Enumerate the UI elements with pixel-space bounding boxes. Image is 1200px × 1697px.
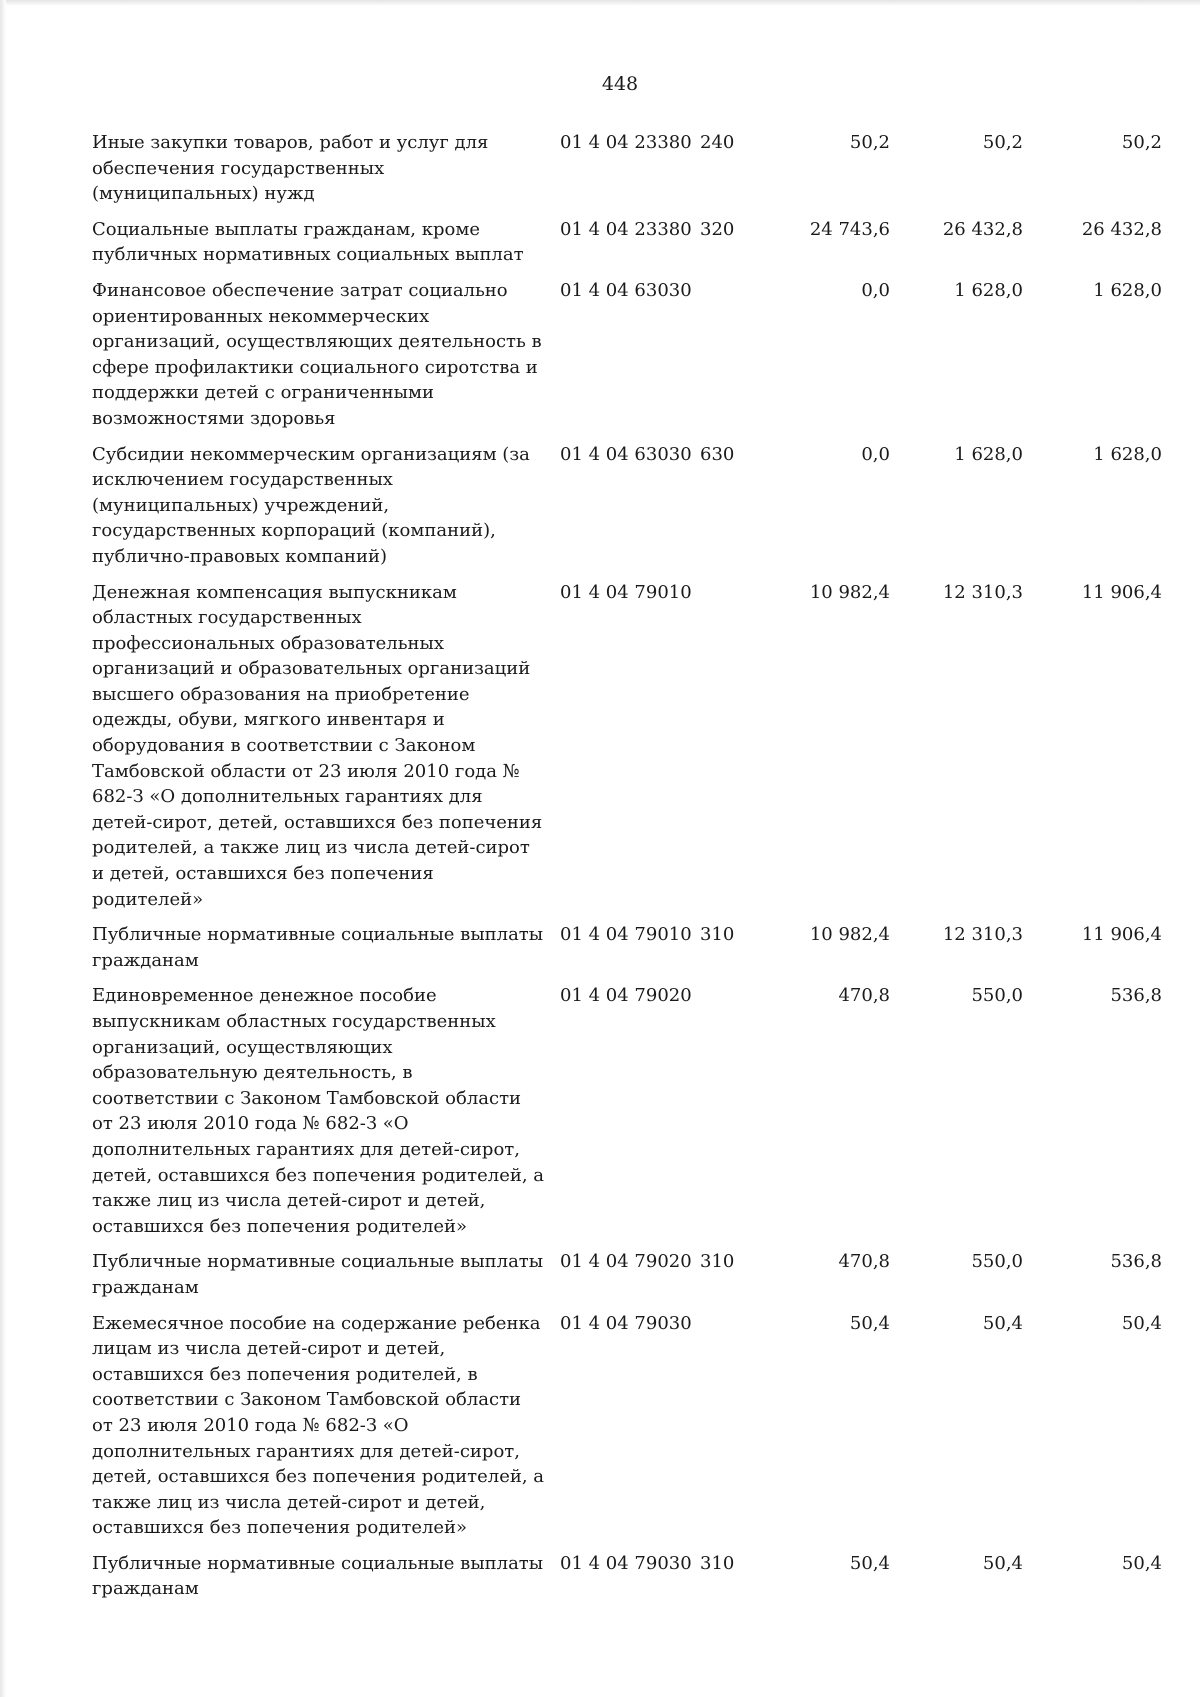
amount-year-1: 0,0 (861, 443, 890, 465)
amount-year-1: 24 743,6 (809, 218, 890, 240)
amount-year-2: 50,2 (982, 132, 1023, 153)
page-number: 448 (601, 73, 639, 95)
expense-type-code: 310 (700, 924, 735, 946)
expense-name: Иные закупки товаров, работ и услуг для обеспечения государственных (муниципальных) нужд (92, 132, 489, 205)
amount-year-2: 12 310,3 (942, 581, 1023, 603)
amount-year-2: 12 310,3 (942, 924, 1023, 946)
amount-year-1: 470,8 (838, 1251, 890, 1273)
target-article-code: 01 4 04 79030 (560, 1312, 692, 1334)
amount-year-2: 26 432,8 (942, 218, 1023, 240)
scan-edge-top (0, 0, 1200, 6)
amount-year-1: 470,8 (838, 985, 890, 1007)
expense-type-code: 310 (700, 1552, 735, 1574)
amount-year-1: 10 982,4 (809, 924, 890, 946)
expense-type-code (694, 278, 752, 442)
target-article-code: 01 4 04 79010 (560, 924, 692, 946)
amount-year-3: 536,8 (1110, 1251, 1162, 1273)
expense-type-code (694, 983, 752, 1249)
target-article-code: 01 4 04 79010 (560, 581, 692, 603)
expense-type-code (694, 580, 752, 923)
amount-year-1: 0,0 (861, 279, 890, 301)
expense-name: Публичные нормативные социальные выплаты гражданам (92, 1251, 544, 1298)
target-article-code: 01 4 04 63030 (560, 443, 692, 465)
expense-name: Публичные нормативные социальные выплаты гражданам (92, 1552, 544, 1600)
amount-year-3: 50,4 (1121, 1552, 1162, 1574)
expense-name: Социальные выплаты гражданам, кроме публичных нормативных социальных выплат (92, 218, 524, 266)
table-row (92, 983, 1162, 1249)
expense-type-code: 630 (700, 443, 735, 465)
expense-name: Финансовое обеспечение затрат социально ориентированных некоммерческих организаций, осуществляющих деятельность в сфере профилактики социального сиротства и поддержки детей с ограниченными возможностями здоровья (92, 279, 542, 429)
target-article-code: 01 4 04 23380 (560, 218, 692, 240)
amount-year-2: 1 628,0 (954, 443, 1023, 465)
target-article-code: 01 4 04 23380 (560, 132, 692, 153)
expense-name: Публичные нормативные социальные выплаты гражданам (92, 924, 544, 971)
expense-name: Субсидии некоммерческим организациям (за исключением государственных (муниципальных) учреждений, государственных корпораций (компаний), публично-правовых компаний) (92, 443, 530, 567)
amount-year-3: 1 628,0 (1093, 443, 1162, 465)
table-row (92, 922, 1162, 983)
target-article-code: 01 4 04 63030 (560, 279, 692, 301)
expense-name: Ежемесячное пособие на содержание ребенка лицам из числа детей-сирот и детей, оставшихся без попечения родителей, в соответствии с Законом Тамбовской области от 23 июля 2010 года № 682-З «О дополнительных гарантиях для детей-сирот, детей, оставшихся без попечения родителей, а также лиц из числа детей-сирот и детей, оставшихся без попечения родителей» (92, 1312, 545, 1539)
amount-year-3: 26 432,8 (1081, 218, 1162, 240)
table-row (92, 1249, 1162, 1310)
amount-year-2: 50,4 (982, 1312, 1023, 1334)
amount-year-1: 50,4 (849, 1312, 890, 1334)
amount-year-1: 50,2 (849, 132, 890, 153)
table-row (92, 580, 1162, 923)
amount-year-3: 50,4 (1121, 1312, 1162, 1334)
budget-table-body (92, 130, 1162, 1612)
amount-year-1: 50,4 (849, 1552, 890, 1574)
target-article-code: 01 4 04 79020 (560, 1251, 692, 1273)
amount-year-3: 11 906,4 (1081, 924, 1162, 946)
expense-type-code: 310 (700, 1251, 735, 1273)
table-row (92, 442, 1162, 580)
amount-year-3: 536,8 (1110, 985, 1162, 1007)
table-row (92, 1311, 1162, 1551)
budget-table (92, 130, 1162, 1612)
amount-year-2: 50,4 (982, 1552, 1023, 1574)
target-article-code: 01 4 04 79030 (560, 1552, 692, 1574)
expense-type-code: 240 (700, 132, 735, 153)
amount-year-2: 1 628,0 (954, 279, 1023, 301)
amount-year-1: 10 982,4 (809, 581, 890, 603)
scan-edge-left (0, 0, 6, 1697)
expense-type-code (694, 1311, 752, 1551)
table-row (92, 278, 1162, 442)
expense-name: Денежная компенсация выпускникам областных государственных профессиональных образовательных организаций и образовательных организаций высшего образования на приобретение одежды, обуви, мягкого инвентаря и оборудования в соответствии с Законом Тамбовской области от 23 июля 2010 года № 682-З «О дополнительных гарантиях для детей-сирот, детей, оставшихся без попечения родителей, а также лиц из числа детей-сирот и детей, оставшихся без попечения родителей» (92, 581, 543, 910)
expense-type-code: 320 (700, 218, 735, 240)
amount-year-3: 1 628,0 (1093, 279, 1162, 301)
amount-year-2: 550,0 (971, 1251, 1023, 1273)
target-article-code: 01 4 04 79020 (560, 985, 692, 1007)
amount-year-2: 550,0 (971, 985, 1023, 1007)
amount-year-3: 50,2 (1121, 132, 1162, 153)
table-row (92, 1551, 1162, 1612)
table-row (92, 217, 1162, 278)
table-row (92, 130, 1162, 217)
expense-name: Единовременное денежное пособие выпускникам областных государственных организаций, осуществляющих образовательную деятельность, в соответствии с Законом Тамбовской области от 23 июля 2010 года № 682-З «О дополнительных гарантиях для детей-сирот, детей, оставшихся без попечения родителей, а также лиц из числа детей-сирот и детей, оставшихся без попечения родителей» (92, 985, 545, 1237)
amount-year-3: 11 906,4 (1081, 581, 1162, 603)
